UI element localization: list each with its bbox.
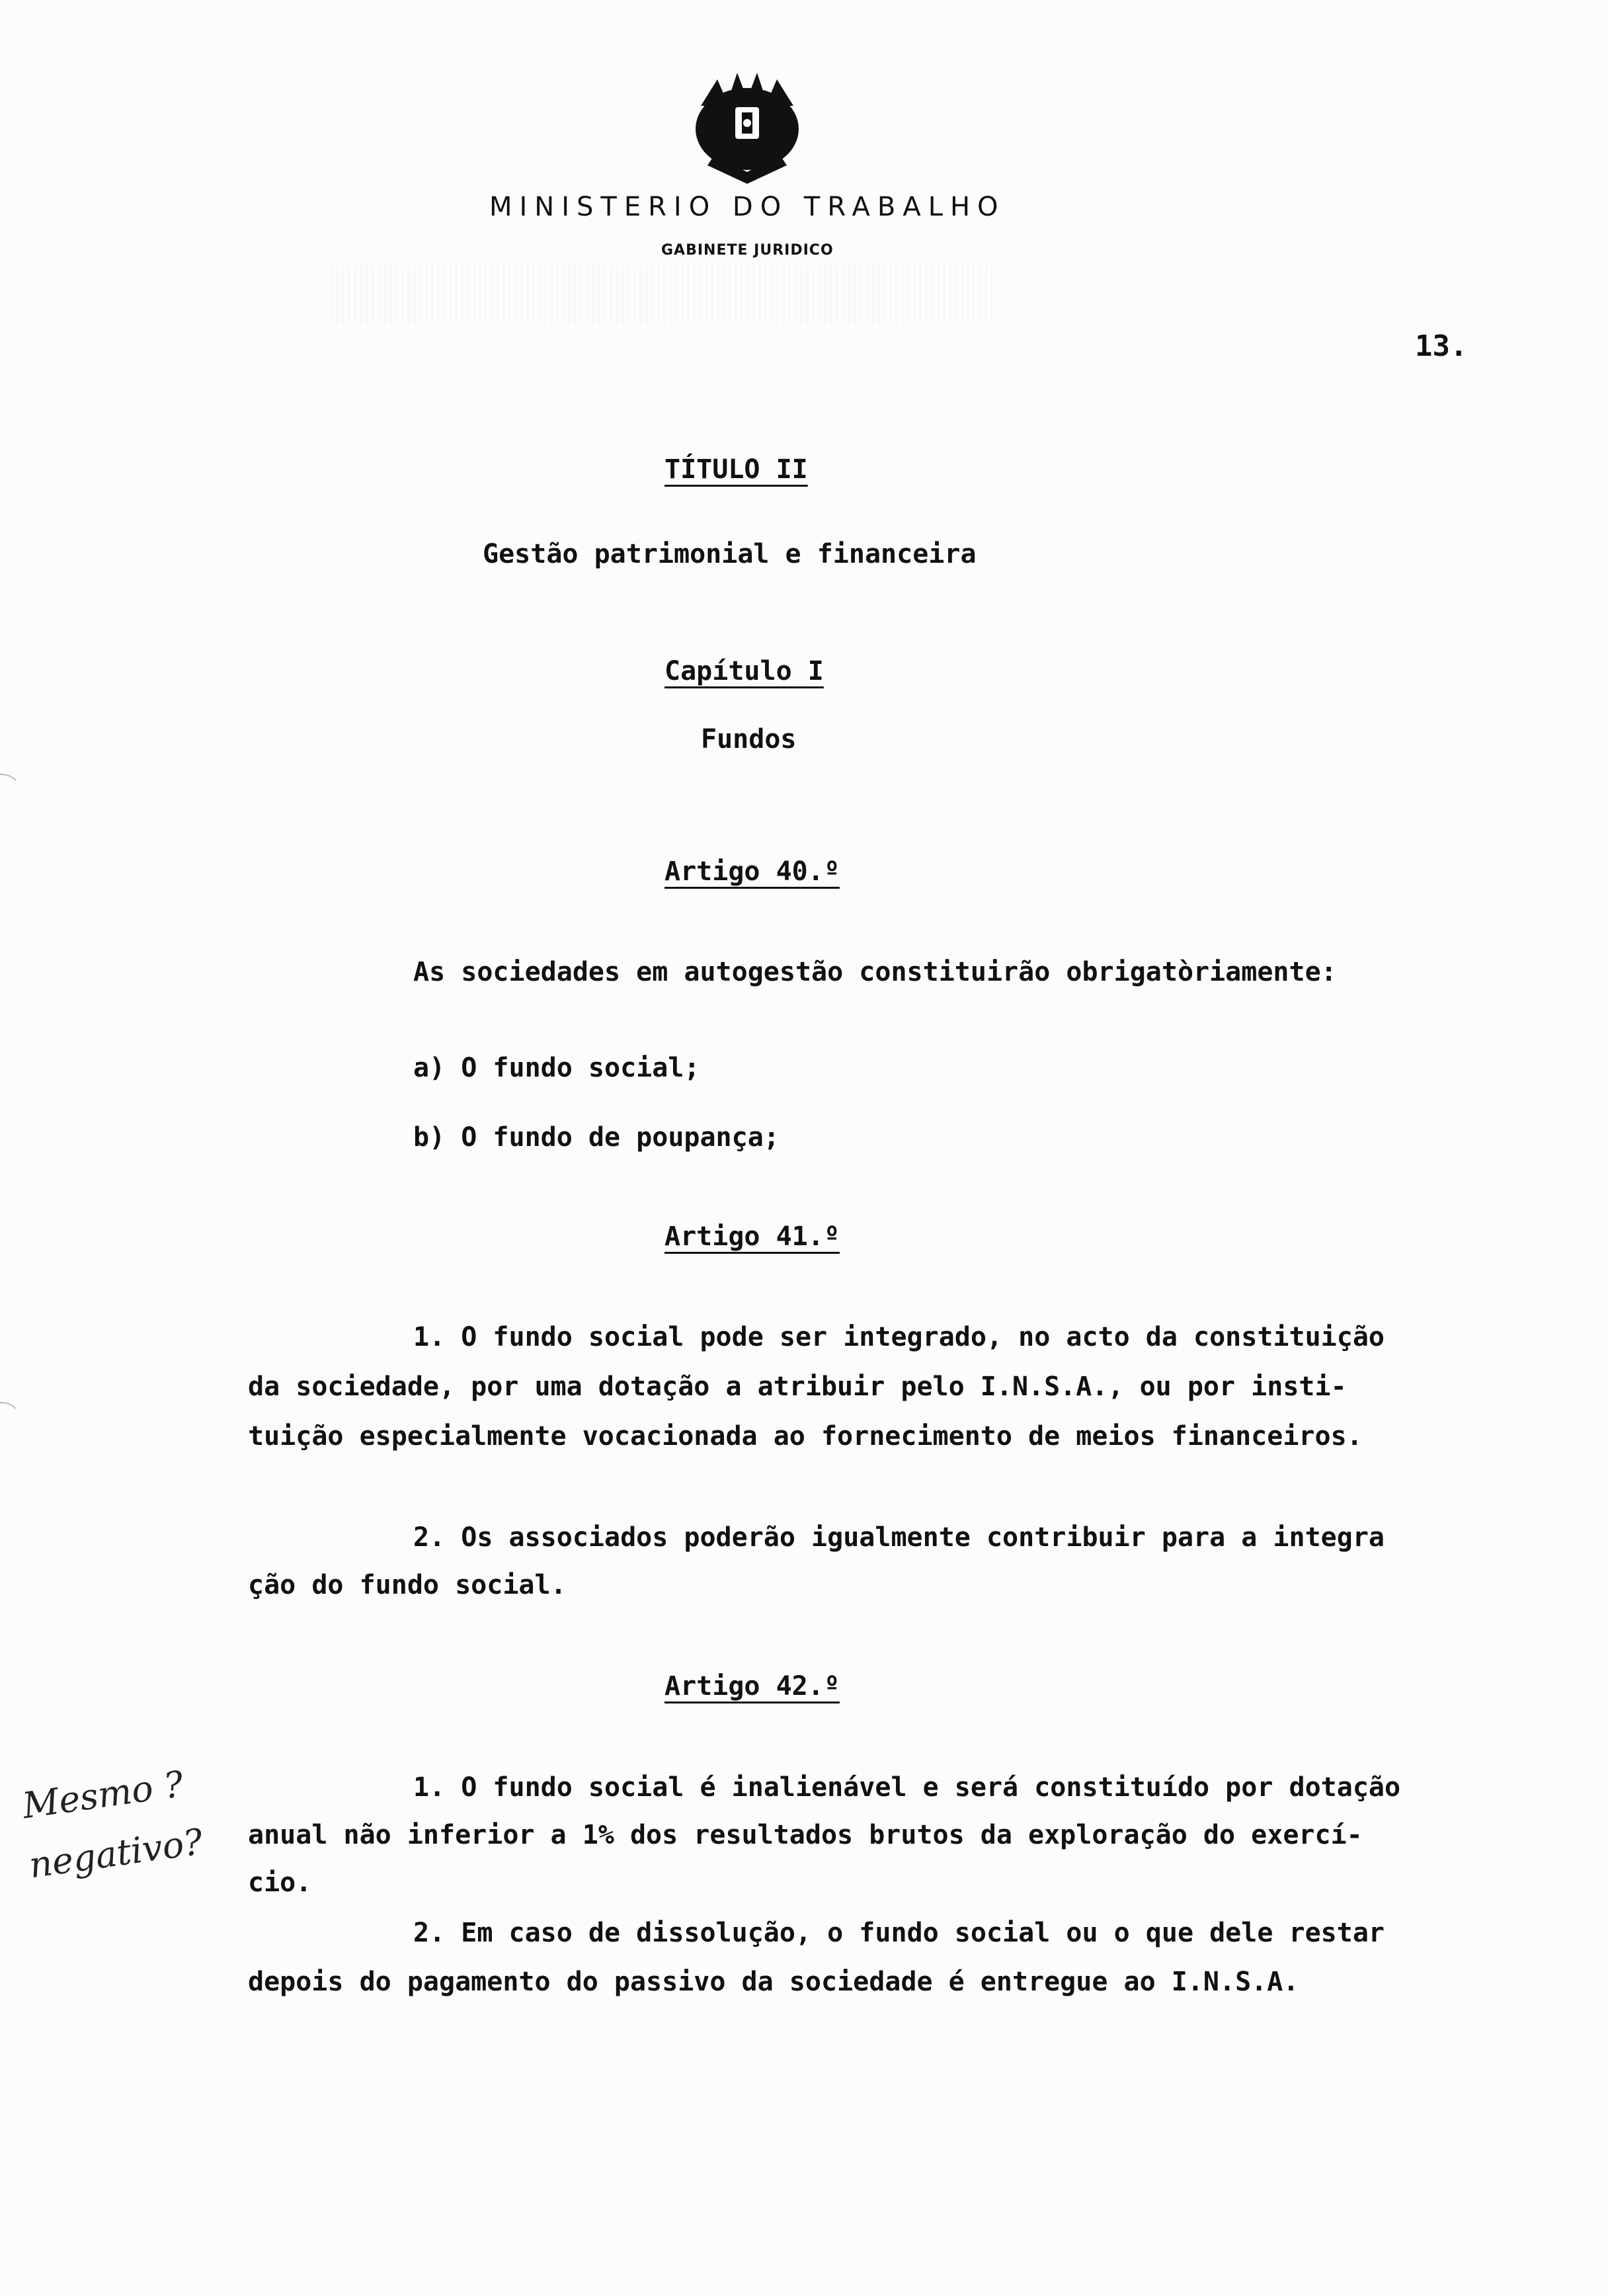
article-41-p2-line2: ção do fundo social.	[248, 1570, 567, 1600]
article-40-item-b: b) O fundo de poupança;	[413, 1122, 780, 1153]
article-41-p1-line2: da sociedade, por uma dotação a atribuir pelo I.N.S.A., ou por insti-	[248, 1372, 1347, 1402]
article-42-p2-line1: 2. Em caso de dissolução, o fundo social ou o que dele restar	[413, 1918, 1385, 1948]
punch-hole-mark	[0, 1402, 22, 1444]
punch-hole-mark	[0, 774, 22, 816]
article-42-heading: Artigo 42.º	[664, 1671, 840, 1702]
ministry-name: MINISTERIO DO TRABALHO	[489, 192, 1006, 222]
article-41-p2-line1: 2. Os associados poderão igualmente contribuir para a integra	[413, 1522, 1385, 1553]
title-heading: TÍTULO II	[664, 454, 808, 485]
article-42-p1-line3: cio.	[248, 1867, 312, 1898]
article-41-p1-line3: tuição especialmente vocacionada ao fornecimento de meios financeiros.	[248, 1421, 1363, 1452]
handwritten-margin-note-line2: negativo?	[26, 1821, 206, 1887]
article-41-heading: Artigo 41.º	[664, 1221, 840, 1252]
article-42-p2-line2: depois do pagamento do passivo da sociedade é entregue ao I.N.S.A.	[248, 1967, 1299, 1997]
scan-noise	[331, 265, 992, 324]
article-40-intro: As sociedades em autogestão constituirão obrigatòriamente:	[413, 957, 1337, 987]
chapter-heading: Capítulo I	[664, 656, 824, 686]
article-40-heading: Artigo 40.º	[664, 856, 840, 887]
article-42-p1-line2: anual não inferior a 1% dos resultados brutos da exploração do exercí-	[248, 1820, 1363, 1850]
coat-of-arms-icon	[681, 66, 813, 185]
cabinet-name: GABINETE JURIDICO	[661, 242, 834, 259]
article-42-p1-line1: 1. O fundo social é inalienável e será constituído por dotação	[413, 1772, 1401, 1803]
handwritten-margin-note-line1: Mesmo ?	[20, 1762, 186, 1827]
article-40-item-a: a) O fundo social;	[413, 1053, 700, 1083]
chapter-subtitle: Fundos	[701, 724, 797, 755]
page-number: 13.	[1415, 329, 1468, 363]
title-subtitle: Gestão patrimonial e financeira	[483, 539, 977, 569]
article-41-p1-line1: 1. O fundo social pode ser integrado, no acto da constituição	[413, 1322, 1385, 1352]
